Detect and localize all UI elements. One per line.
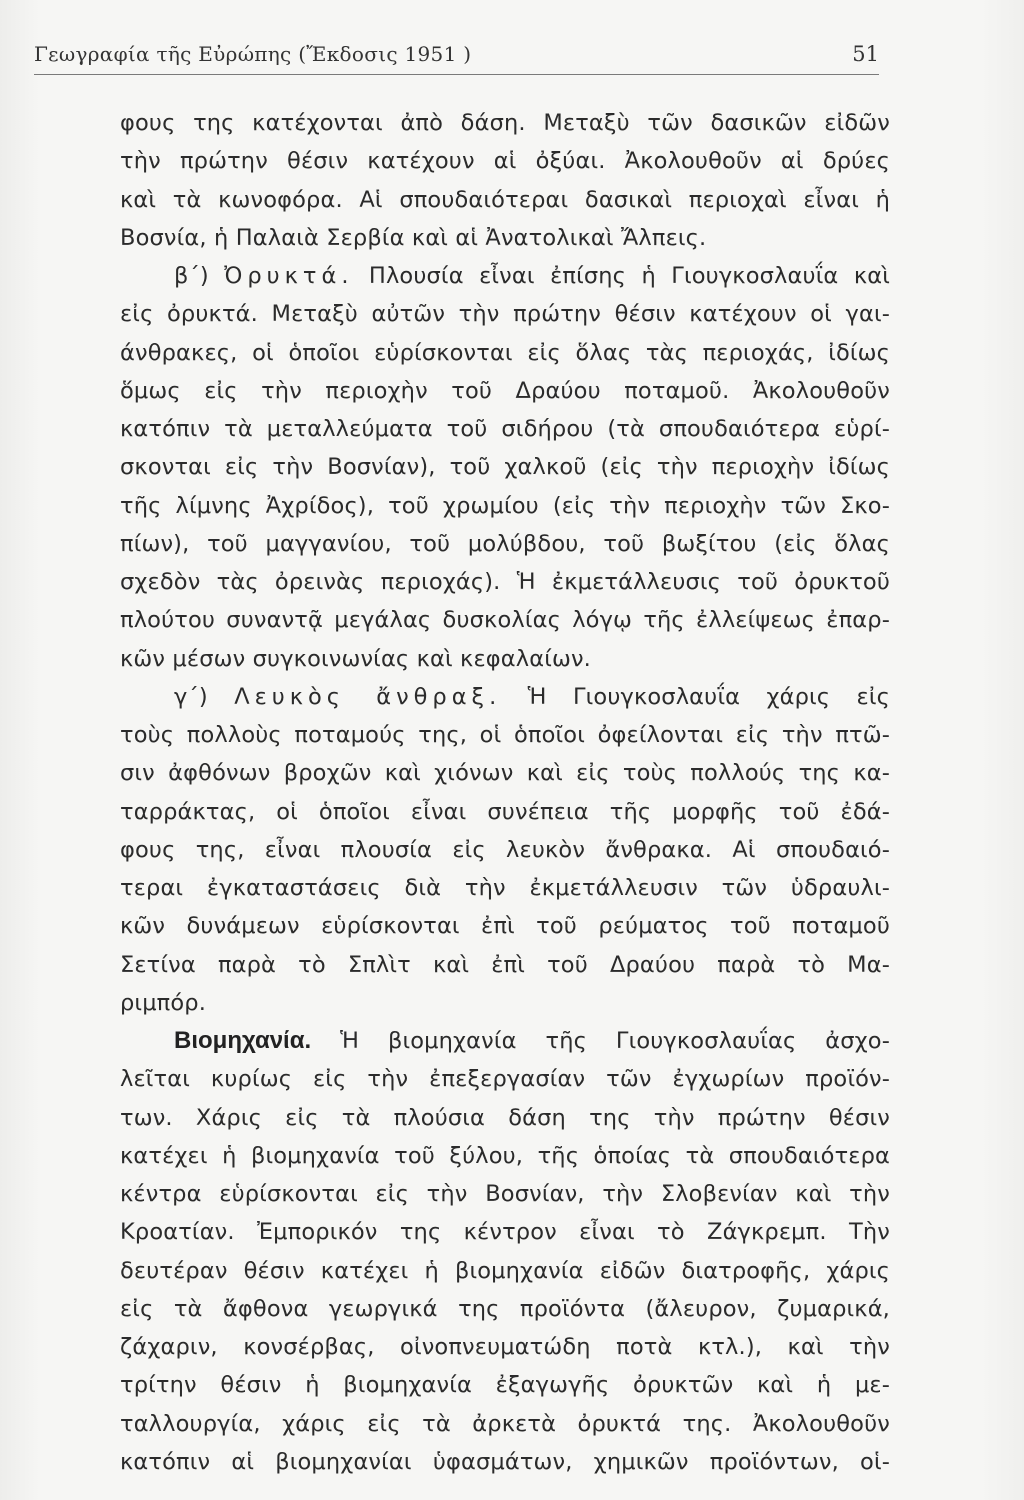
text-line: ζάχαριν, κονσέρβας, οἰνοπνευματώδη ποτὰ κτλ.), καὶ τὴν <box>120 1334 890 1360</box>
text-line: Βοσνία, ἡ Παλαιὰ Σερβία καὶ αἱ Ἀνατολικαὶ Ἄλπεις. <box>120 224 707 251</box>
text-line: εἰς τὰ ἄφθονα γεωργικά της προϊόντα (ἄλευρον, ζυμαρικά, <box>120 1295 890 1322</box>
text-line: εἰς ὀρυκτά. Μεταξὺ αὐτῶν τὴν πρώτην θέσιν κατέχουν οἱ γαι- <box>120 301 890 328</box>
text-line: ὅμως εἰς τὴν περιοχὴν τοῦ Δραύου ποταμοῦ. Ἀκολουθοῦν <box>120 377 890 404</box>
text-line: κατέχει ἡ βιομηχανία τοῦ ξύλου, τῆς ὁποίας τὰ σπουδαιότερα <box>120 1142 890 1169</box>
text-line: των. Χάρις εἰς τὰ πλούσια δάση της τὴν πρώτην θέσιν <box>120 1104 890 1131</box>
text-line: τῆς λίμνης Ἀχρίδος), τοῦ χρωμίου (εἰς τὴν περιοχὴν τῶν Σκο- <box>120 492 890 519</box>
text-line: κέντρα εὑρίσκονται εἰς τὴν Βοσνίαν, τὴν Σλοβενίαν καὶ τὴν <box>120 1181 890 1207</box>
text-line: τοὺς πολλοὺς ποταμούς της, οἱ ὁποῖοι ὀφείλονται εἰς τὴν πτῶ- <box>120 722 890 748</box>
body-text <box>120 104 890 1481</box>
text-line: κῶν δυνάμεων εὑρίσκονται ἐπὶ τοῦ ρεύματος τοῦ ποταμοῦ <box>120 913 890 940</box>
section-c-text: Ἡ Γιουγκοσλαυΐα χάρις εἰς <box>501 683 890 710</box>
text-line: Κροατίαν. Ἐμπορικόν της κέντρον εἶναι τὸ Ζάγκρεμπ. Τὴν <box>120 1219 890 1246</box>
text-line: κατόπιν αἱ βιομηχανίαι ὑφασμάτων, χημικῶν προϊόντων, οἱ- <box>120 1448 890 1475</box>
text-line: ταρράκτας, οἱ ὁποῖοι εἶναι συνέπεια τῆς μορφῆς τοῦ ἐδά- <box>120 798 890 825</box>
text-line: τὴν πρώτην θέσιν κατέχουν αἱ ὀξύαι. Ἀκολουθοῦν αἱ δρύες <box>120 148 890 175</box>
industry-text: Ἡ βιομηχανία τῆς Γιουγκοσλαυΐας ἀσχο- <box>311 1028 890 1054</box>
section-c-line <box>120 678 890 716</box>
text-line: σχεδὸν τὰς ὀρεινὰς περιοχάς). Ἡ ἐκμετάλλευσις τοῦ ὀρυκτοῦ <box>120 569 890 595</box>
section-c-heading: Λευκὸς ἄνθραξ. <box>234 683 502 710</box>
text-line: ριμπόρ. <box>120 989 207 1016</box>
industry-heading: Βιομηχανία. <box>174 1027 312 1054</box>
section-c-label: γ΄) <box>174 683 235 710</box>
text-line: κῶν μέσων συγκοινωνίας καὶ κεφαλαίων. <box>120 645 591 672</box>
text-line: λεῖται κυρίως εἰς τὴν ἐπεξεργασίαν τῶν ἐγχωρίων προϊόν- <box>120 1066 890 1093</box>
header-rule <box>34 74 879 75</box>
section-b-label: β΄) <box>174 263 225 289</box>
text-line: σιν ἀφθόνων βροχῶν καὶ χιόνων καὶ εἰς τοὺς πολλούς της κα- <box>120 760 890 787</box>
page-number: 51 <box>852 42 879 66</box>
text-line: δευτέραν θέσιν κατέχει ἡ βιομηχανία εἰδῶν διατροφῆς, χάρις <box>120 1257 890 1284</box>
text-line: φους της κατέχονται ἀπὸ δάση. Μεταξὺ τῶν δασικῶν εἰδῶν <box>120 110 890 136</box>
text-line: φους της, εἶναι πλουσία εἰς λευκὸν ἄνθρακα. Αἱ σπουδαιό- <box>120 836 890 863</box>
running-title: Γεωγραφία τῆς Εὐρώπης (Ἔκδοσις 1951 ) <box>34 42 472 66</box>
text-line: σκονται εἰς τὴν Βοσνίαν), τοῦ χαλκοῦ (εἰς τὴν περιοχὴν ἰδίως <box>120 454 890 481</box>
text-line: καὶ τὰ κωνοφόρα. Αἱ σπουδαιότεραι δασικαὶ περιοχαὶ εἶναι ἡ <box>120 186 890 213</box>
text-line: πλούτου συναντᾷ μεγάλας δυσκολίας λόγῳ τῆς ἐλλείψεως ἐπαρ- <box>120 607 890 634</box>
text-line: Σετίνα παρὰ τὸ Σπλὶτ καὶ ἐπὶ τοῦ Δραύου παρὰ τὸ Μα- <box>120 951 890 978</box>
industry-line <box>120 1022 890 1060</box>
text-line: ταλλουργία, χάρις εἰς τὰ ἀρκετὰ ὀρυκτά της. Ἀκολουθοῦν <box>120 1410 890 1437</box>
text-line: πίων), τοῦ μαγγανίου, τοῦ μολύβδου, τοῦ βωξίτου (εἰς ὅλας <box>120 530 890 557</box>
running-header <box>34 40 879 76</box>
text-line: άνθρακες, οἱ ὁποῖοι εὑρίσκονται εἰς ὅλας τὰς περιοχάς, ἰδίως <box>120 339 890 366</box>
text-line: τεραι ἐγκαταστάσεις διὰ τὴν ἐκμετάλλευσιν τῶν ὑδραυλι- <box>120 875 890 901</box>
text-line: τρίτην θέσιν ἡ βιομηχανία ἐξαγωγῆς ὀρυκτῶν καὶ ἡ με- <box>120 1372 890 1399</box>
text-line: κατόπιν τὰ μεταλλεύματα τοῦ σιδήρου (τὰ σπουδαιότερα εὑρί- <box>120 416 890 442</box>
section-b-line <box>120 257 890 295</box>
section-b-text: Πλουσία εἶναι ἐπίσης ἡ Γιουγκοσλαυΐα καὶ <box>353 263 890 289</box>
section-b-heading: Ὀρυκτά. <box>224 263 354 289</box>
